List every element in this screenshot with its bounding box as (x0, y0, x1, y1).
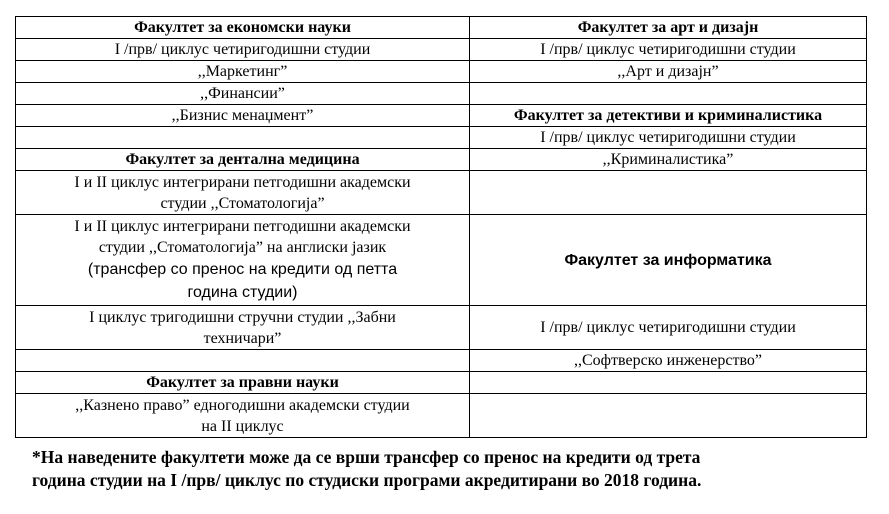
table-row (16, 83, 867, 105)
faculty-heading-detectives: Факултет за детективи и криминалистика (470, 105, 867, 127)
program-marketing: ,,Маркетинг” (16, 61, 470, 83)
program-dentistry-line-1: I и II циклус интегрирани петгодишни академски (74, 173, 411, 191)
footnote-line-2: година студии на I /прв/ циклус по студиски програми акредитирани во 2018 година. (32, 470, 702, 490)
program-finance: ,,Финансии” (16, 83, 470, 105)
footnote-line-1: *На наведените факултети може да се врши трансфер со пренос на кредити од трета (32, 447, 701, 467)
table-row (16, 149, 867, 171)
program-criminal-law (16, 394, 470, 438)
empty-cell (470, 394, 867, 438)
faculty-heading-law: Факултет за правни науки (16, 372, 470, 394)
transfer-footnote (32, 446, 872, 492)
program-cycle-detectives: I /прв/ циклус четиригодишни студии (470, 127, 867, 149)
program-art-design: ,,Арт и дизајн” (470, 61, 867, 83)
table-row (16, 171, 867, 215)
program-dentistry-line-2: студии ,,Стоматологија” (160, 194, 325, 212)
empty-cell (470, 171, 867, 215)
program-dentistry (16, 171, 470, 215)
program-dentistry-english-line-1: I и II циклус интегрирани петгодишни академски (74, 218, 411, 235)
faculty-heading-dental: Факултет за дентална медицина (16, 149, 470, 171)
empty-cell (16, 350, 470, 372)
program-criminalistics: ,,Криминалистика” (470, 149, 867, 171)
program-business-management: ,,Бизнис менаџмент” (16, 105, 470, 127)
table-row (16, 17, 867, 39)
table-row (16, 306, 867, 350)
program-dentistry-english (16, 215, 470, 306)
table-row (16, 39, 867, 61)
table-row (16, 350, 867, 372)
table-row (16, 61, 867, 83)
program-dental-technicians-line-2: техничари” (203, 329, 282, 347)
faculty-heading-art: Факултет за арт и дизајн (470, 17, 867, 39)
program-cycle-art: I /прв/ циклус четиригодишни студии (470, 39, 867, 61)
empty-cell (16, 127, 470, 149)
transfer-note-line-2: година студии) (187, 284, 298, 301)
transfer-note-line-1: (трансфер со пренос на кредити од петта (87, 261, 398, 278)
faculty-heading-economics: Факултет за економски науки (16, 17, 470, 39)
table-row (16, 127, 867, 149)
program-cycle-economics: I /прв/ циклус четиригодишни студии (16, 39, 470, 61)
table-row (16, 372, 867, 394)
empty-cell (470, 372, 867, 394)
faculty-heading-informatics: Факултет за информатика (470, 215, 867, 306)
program-criminal-law-line-2: на II циклус (201, 417, 284, 435)
program-dental-technicians (16, 306, 470, 350)
program-dental-technicians-line-1: I циклус тригодишни стручни студии ,,Забни (89, 308, 396, 326)
faculties-table (15, 16, 867, 438)
table-row (16, 105, 867, 127)
program-criminal-law-line-1: ,,Казнено право” едногодишни академски студии (75, 396, 410, 414)
program-software-engineering: ,,Софтверско инженерство” (470, 350, 867, 372)
program-cycle-informatics: I /прв/ циклус четиригодишни студии (470, 306, 867, 350)
empty-cell (470, 83, 867, 105)
table-row (16, 215, 867, 306)
program-dentistry-english-line-2: студии ,,Стоматологија” на англиски јазик (98, 239, 387, 256)
table-row (16, 394, 867, 438)
